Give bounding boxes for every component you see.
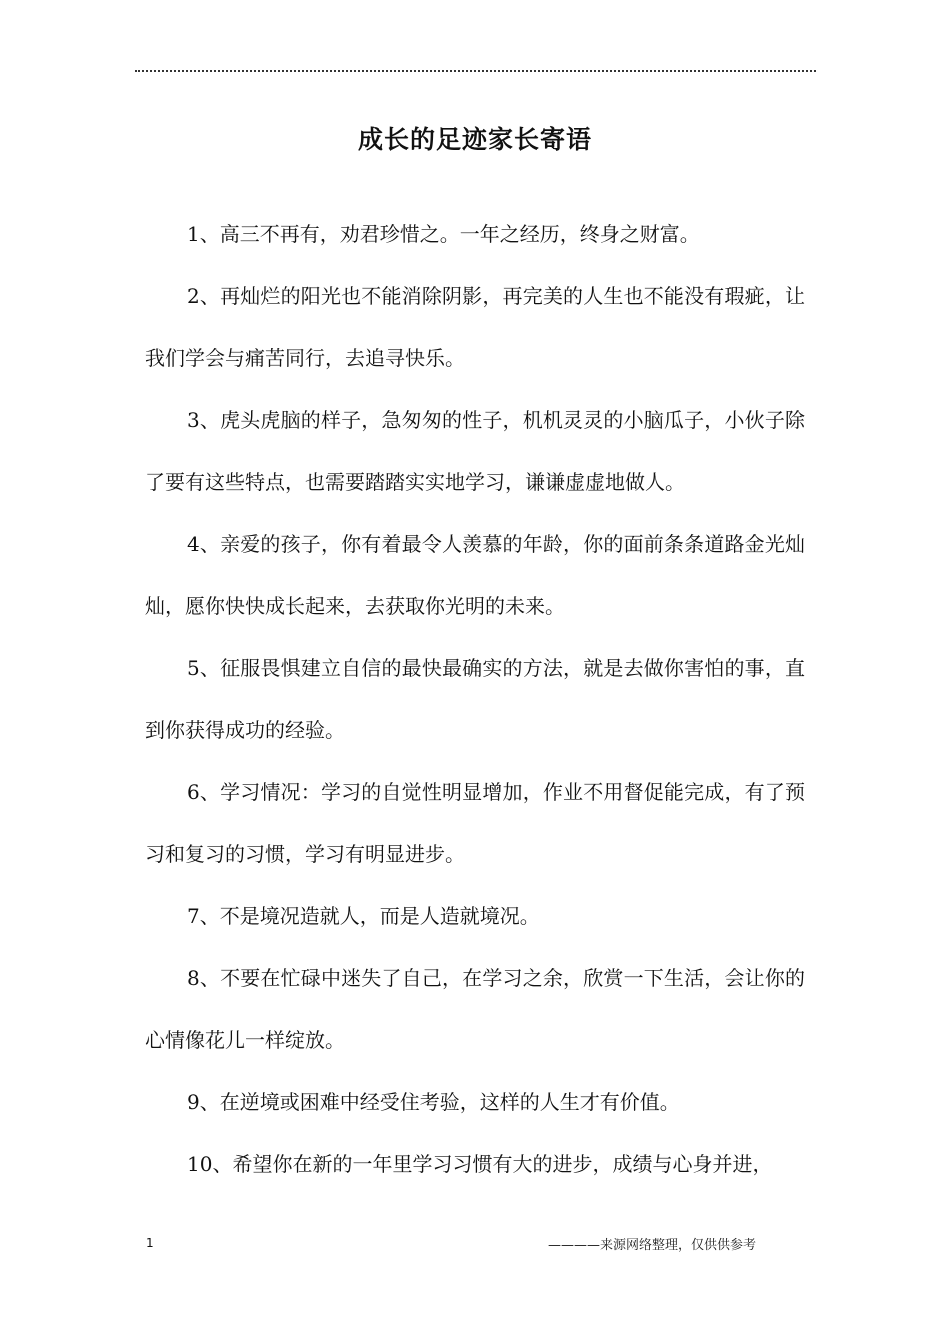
paragraph-9: 9、在逆境或困难中经受住考验，这样的人生才有价值。 [187,1090,680,1114]
paragraph-10: 10、希望你在新的一年里学习习惯有大的进步，成绩与心身并进， [187,1152,773,1176]
paragraph-1: 1、高三不再有，劝君珍惜之。一年之经历，终身之财富。 [187,222,700,246]
paragraph-8: 8、不要在忙碌中迷失了自己，在学习之余，欣赏一下生活，会让你的心情像花儿一样绽放。 [145,966,805,1052]
footer-source-note: ————来源网络整理，仅供供参考 [548,1238,757,1253]
document-title: 成长的足迹家长寄语 [357,125,592,154]
page-number: 1 [146,1236,154,1250]
paragraph-6: 6、学习情况：学习的自觉性明显增加，作业不用督促能完成，有了预习和复习的习惯，学习有明显进步。 [145,780,805,866]
paragraph-7: 7、不是境况造就人，而是人造就境况。 [187,904,540,928]
document-body [145,203,805,1195]
paragraph-2: 2、再灿烂的阳光也不能消除阴影，再完美的人生也不能没有瑕疵，让我们学会与痛苦同行，去追寻快乐。 [145,284,805,370]
paragraph-5: 5、征服畏惧建立自信的最快最确实的方法，就是去做你害怕的事，直到你获得成功的经验。 [145,656,805,742]
header-dotted-rule [135,70,816,72]
paragraph-4: 4、亲爱的孩子，你有着最令人羡慕的年龄，你的面前条条道路金光灿灿，愿你快快成长起来，去获取你光明的未来。 [145,532,805,618]
paragraph-3: 3、虎头虎脑的样子，急匆匆的性子，机机灵灵的小脑瓜子，小伙子除了要有这些特点，也需要踏踏实实地学习，谦谦虚虚地做人。 [145,408,805,494]
